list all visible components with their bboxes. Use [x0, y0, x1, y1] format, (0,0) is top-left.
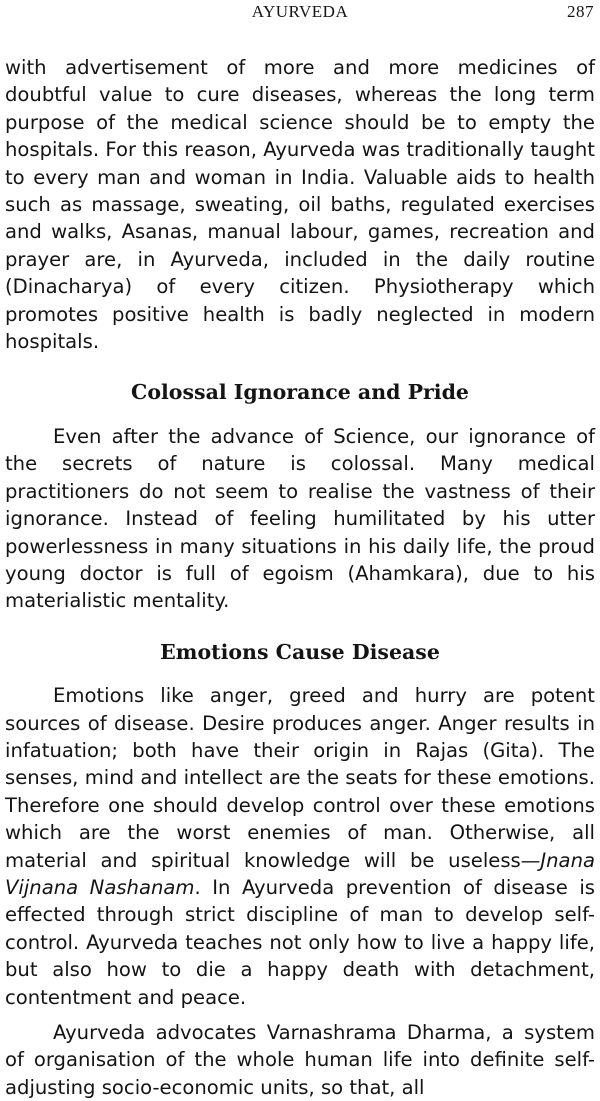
paragraph-ignorance: Even after the advance of Science, our ignorance of the secrets of nature is colossal. Many medical practitioners do not seem to realise the vastness of their ignorance. Instead of feeling humilitated by his utter powerlessness in many situations in his daily life, the proud young doctor is full of egoism (Ahamkara), due to his materialistic mentality.	[5, 424, 595, 613]
section-heading-emotions: Emotions Cause Disease	[160, 639, 440, 664]
paragraph-emotions-text-1: Emotions like anger, greed and hurry are potent sources of disease. Desire produces anger. Anger results in infatuation; both have their origin in Rajas (Gita). The senses, mind and intellect are the seats for these emotions. Therefore one should develop control over these emotions which are the worst enemies of man. Otherwise, all material and spiritual knowledge will be useless—	[5, 684, 595, 872]
running-title: AYURVEDA	[251, 2, 349, 21]
paragraph-varnashrama: Ayurveda advocates Varnashrama Dharma, a system of organisation of the whole human life into definite self- adjusting socio-economic units, so that, all	[5, 1021, 595, 1099]
paragraph-emotions	[5, 682, 595, 1011]
paragraph-continued: with advertisement of more and more medicines of doubtful value to cure diseases, whereas the long term purpose of the medical science should be to empty the hospitals. For this reason, Ayurveda was traditionally taught to every man and woman in India. Valuable aids to health such as massage, sweating, oil baths, regulated exercises and walks, Asanas, manual labour, games, recreation and prayer are, in Ayurveda, included in the daily routine (Dinacharya) of every citizen. Physiotherapy which promotes positive health is badly neglected in modern hospitals.	[5, 56, 595, 354]
page-number: 287	[567, 2, 594, 21]
body-text	[5, 54, 595, 1101]
sanskrit-phrase: Jnana Vijnana Nashanam	[5, 848, 595, 899]
running-head	[0, 2, 600, 28]
paragraph-emotions-text-2: . In Ayurveda prevention of disease is effected through strict discipline of man to develop self-control. Ayurveda teaches not only how to live a happy life, but also how to die a happy death with detachment, contentment and peace.	[5, 875, 595, 1009]
section-heading-colossal-ignorance: Colossal Ignorance and Pride	[131, 380, 469, 405]
